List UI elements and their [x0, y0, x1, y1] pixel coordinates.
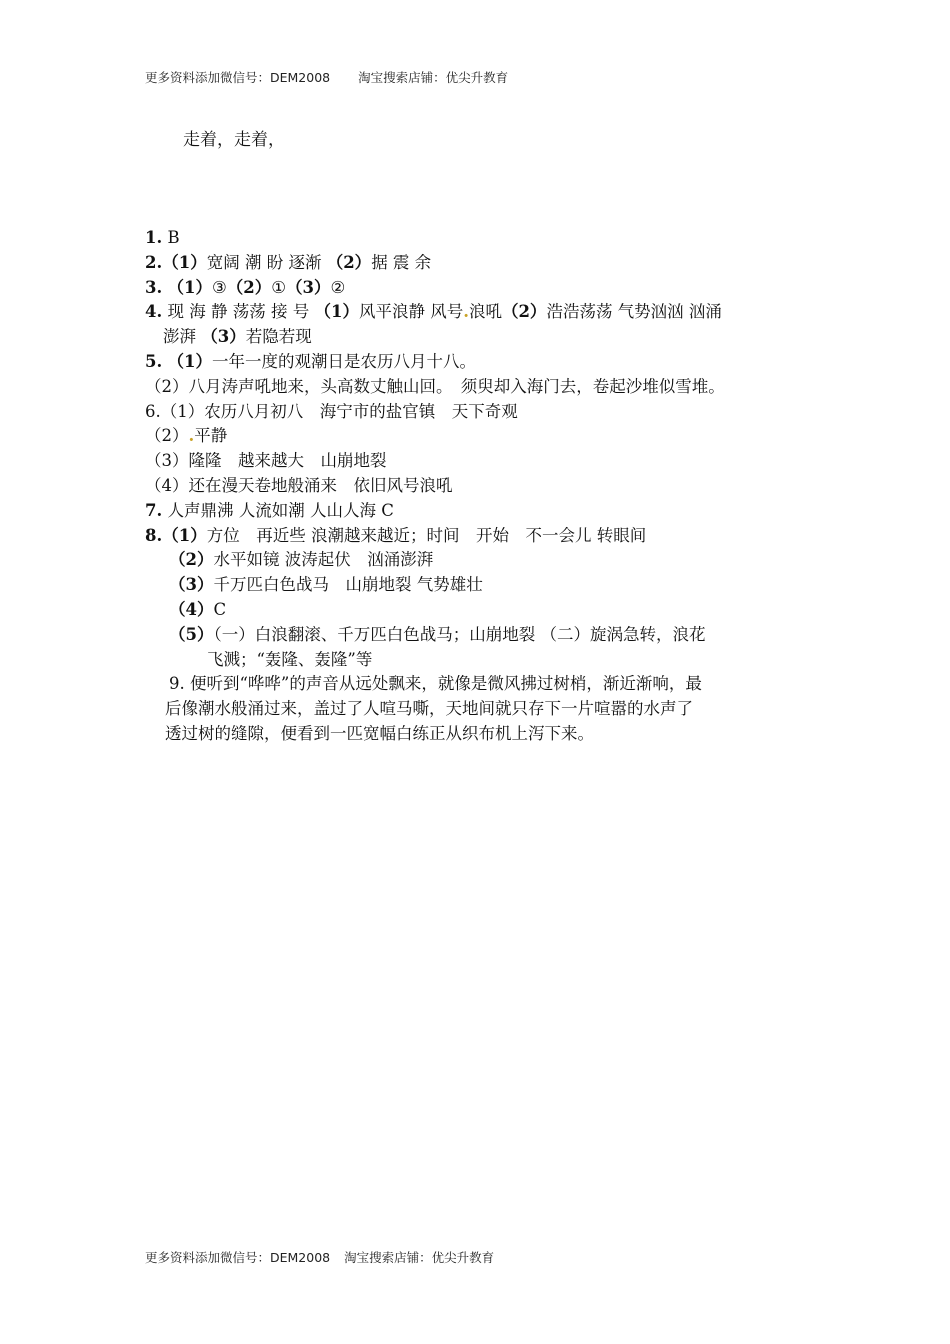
answer-4-cont	[145, 325, 825, 350]
answer-text: 人声鼎沸 人流如潮 人山人海 C	[167, 500, 394, 520]
part-label: （2）	[326, 252, 372, 272]
answer-number: 8.	[145, 525, 163, 545]
answer-text: C	[213, 599, 227, 619]
answer-3	[145, 276, 825, 301]
page-footer	[145, 1248, 494, 1266]
header-shop: 淘宝搜索店铺：优尖升教育	[358, 70, 509, 85]
answer-text: 据 震 余	[371, 252, 432, 272]
answer-1	[145, 226, 825, 251]
part-label: （2）	[145, 426, 189, 446]
answer-number: 2.	[145, 252, 163, 272]
edit-mark-icon: .	[463, 302, 469, 322]
part-label: （3）	[201, 327, 246, 347]
answer-text: 浩浩荡荡 气势汹汹 汹涌	[546, 302, 722, 322]
answer-text: ②	[330, 277, 346, 297]
part-label: （1）	[162, 252, 207, 272]
page-header	[145, 68, 508, 86]
answer-text: 宽阔 潮 盼 逐渐	[206, 252, 327, 272]
answer-9: 9. 便听到“哗哗”的声音从远处飘来，就像是微风拂过树梢，渐近渐响，最	[169, 674, 702, 694]
answer-7	[145, 499, 825, 524]
answer-text: 一年一度的观潮日是农历八月十八。	[211, 351, 476, 371]
answer-8	[145, 524, 825, 549]
answer-text: 现 海 静 荡荡 接 号	[167, 302, 315, 322]
part-label: （2）	[226, 277, 272, 297]
answer-9-line2: 后像潮水般涌过来，盖过了人喧马嘶，天地间就只存下一片喧嚣的水声了	[165, 699, 693, 719]
part-label: （2）	[501, 302, 547, 322]
answer-6-part1: 6.（1）农历八月初八 海宁市的盐官镇 天下奇观	[145, 401, 518, 421]
part-label: （3）	[169, 575, 214, 595]
answer-number: 3.	[145, 277, 163, 297]
answer-5-part2: （2）八月涛声吼地来，头高数丈触山回。 须臾却入海门去，卷起沙堆似雪堆。	[145, 376, 725, 396]
part-label: （2）	[169, 550, 214, 570]
answer-text: ③	[211, 277, 227, 297]
answer-text: 若隐若现	[245, 327, 312, 347]
answer-number: 7.	[145, 500, 163, 520]
answer-8-part3	[145, 573, 825, 598]
answer-text: （一）白浪翻滚、千万匹白色战马；山崩地裂 （二）旋涡急转，浪花	[213, 624, 706, 644]
answer-text: ①	[271, 277, 287, 297]
footer-shop: 淘宝搜索店铺：优尖升教育	[344, 1250, 495, 1265]
answer-8-part5	[145, 623, 825, 648]
answer-4	[145, 300, 825, 325]
answer-text: 水平如镜 波涛起伏 汹涌澎湃	[213, 550, 434, 570]
answer-6-part2	[145, 424, 825, 449]
answer-number: 5.	[145, 351, 163, 371]
part-label: （1）	[314, 302, 359, 322]
answer-8-part2	[145, 548, 825, 573]
header-wechat: 更多资料添加微信号：DEM2008	[145, 70, 331, 85]
answer-5	[145, 350, 825, 375]
answer-text: 浪吼	[468, 302, 502, 322]
footer-wechat: 更多资料添加微信号：DEM2008	[145, 1250, 331, 1265]
answer-8-part5-cont: 飞溅；“轰隆、轰隆”等	[207, 649, 373, 669]
edit-mark-icon: .	[188, 426, 195, 446]
answer-2	[145, 251, 825, 276]
part-label: （1）	[162, 525, 207, 545]
answer-text: 澎湃	[163, 327, 202, 347]
answer-number: 1.	[145, 228, 163, 247]
answer-8-part4	[145, 598, 825, 623]
answer-6-part3: （3）隆隆 越来越大 山崩地裂	[145, 451, 387, 471]
answer-text: 千万匹白色战马 山崩地裂 气势雄壮	[213, 575, 483, 595]
answer-number: 4.	[145, 302, 163, 322]
part-label: （5）	[169, 624, 214, 644]
part-label: （1）	[167, 277, 212, 297]
answer-text: 方位 再近些 浪潮越来越近；时间 开始 不一会儿 转眼间	[206, 525, 647, 545]
answer-9-line3: 透过树的缝隙，便看到一匹宽幅白练正从织布机上泻下来。	[165, 723, 594, 743]
intro-text: 走着，走着，	[183, 130, 285, 150]
answer-text: 平静	[194, 426, 228, 446]
answer-text: 风平浪静 风号	[358, 302, 464, 322]
part-label: （3）	[286, 277, 331, 297]
answer-key	[145, 226, 825, 747]
part-label: （1）	[167, 351, 212, 371]
part-label: （4）	[169, 599, 214, 619]
answer-text: B	[167, 228, 180, 247]
answer-6-part4: （4）还在漫天卷地般涌来 依旧风号浪吼	[145, 475, 453, 495]
